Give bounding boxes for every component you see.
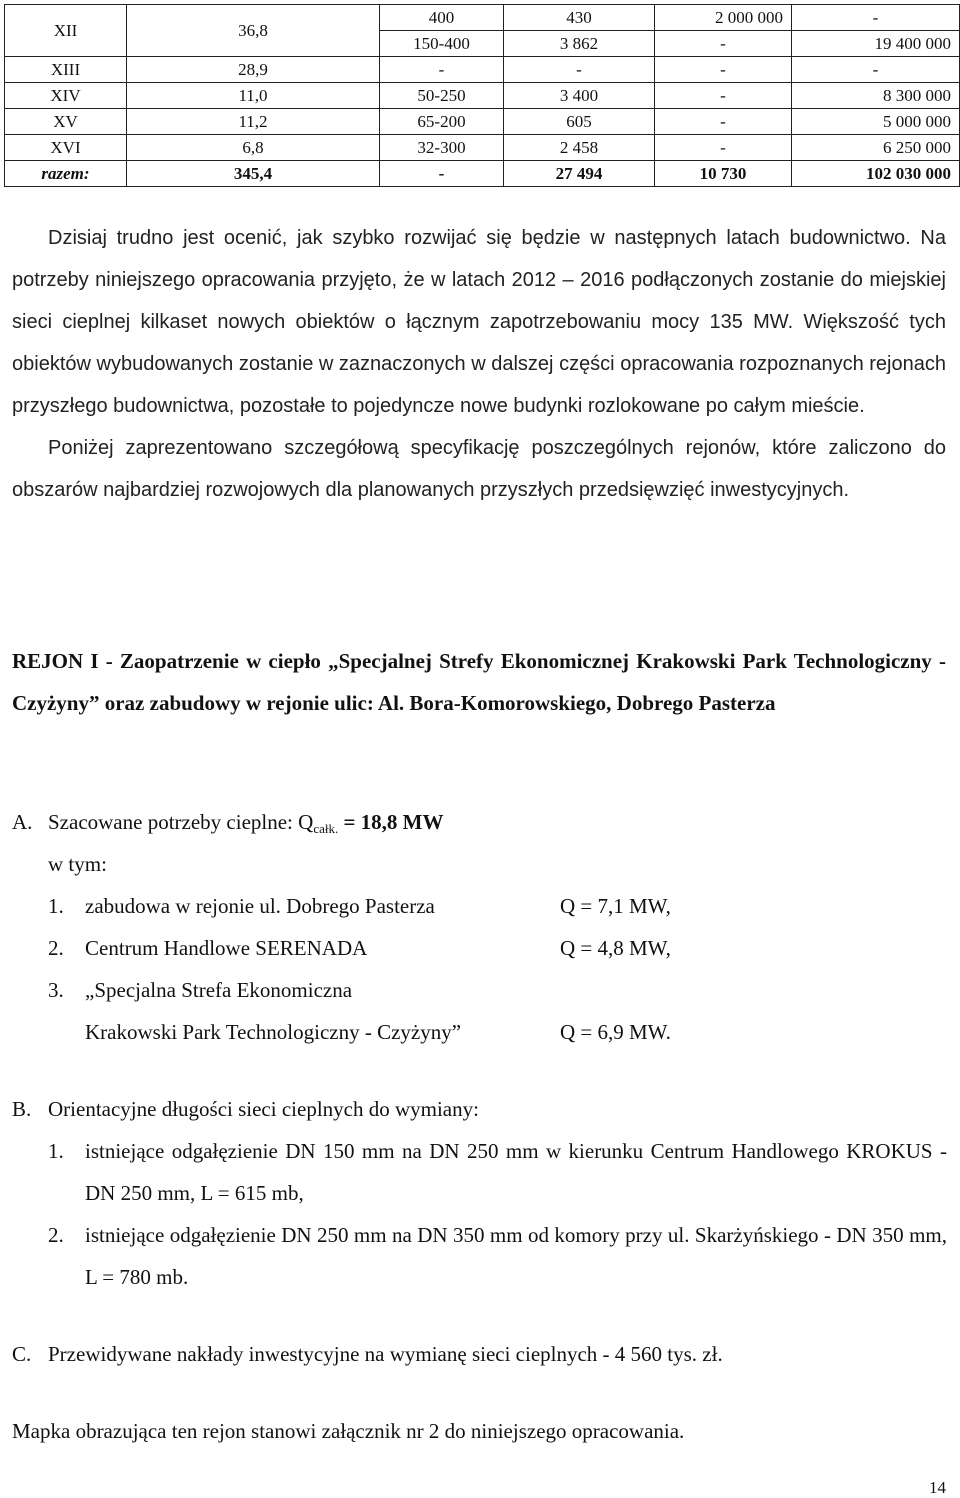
- table-cell: 6 250 000: [792, 135, 960, 161]
- table-cell: 3 862: [504, 31, 655, 57]
- table-cell: XVI: [5, 135, 127, 161]
- table-cell: 605: [504, 109, 655, 135]
- table-row: [5, 109, 960, 135]
- section-text: Przewidywane nakłady inwestycyjne na wymianę sieci cieplnych - 4 560 tys. zł.: [48, 1342, 723, 1366]
- item-value: Q = 6,9 MW.: [560, 1020, 671, 1044]
- footer-note: Mapka obrazująca ten rejon stanowi załącznik nr 2 do niniejszego opracowania.: [12, 1419, 685, 1443]
- table-cell: 2 458: [504, 135, 655, 161]
- heat-demand-label: [48, 809, 444, 842]
- table-cell: 400: [380, 5, 504, 31]
- data-table: [4, 4, 960, 187]
- table-cell: 11,0: [127, 83, 380, 109]
- table-cell: 27 494: [504, 161, 655, 187]
- table-cell: -: [655, 31, 792, 57]
- table-row: [5, 57, 960, 83]
- table-cell: -: [380, 161, 504, 187]
- section-letter: C.: [12, 1342, 32, 1366]
- heat-demand-value: = 18,8 MW: [338, 810, 444, 834]
- table-cell: 8 300 000: [792, 83, 960, 109]
- item-number: 1.: [48, 894, 64, 918]
- item-text: Centrum Handlowe SERENADA: [85, 936, 368, 960]
- table-cell: -: [792, 5, 960, 31]
- table-cell: 10 730: [655, 161, 792, 187]
- table-cell: XV: [5, 109, 127, 135]
- item-text: „Specjalna Strefa Ekonomiczna: [85, 978, 353, 1002]
- section-letter: B.: [12, 1097, 32, 1121]
- item-number: 3.: [48, 978, 64, 1002]
- table-cell: 28,9: [127, 57, 380, 83]
- table-cell: -: [504, 57, 655, 83]
- paragraph: Dzisiaj trudno jest ocenić, jak szybko rozwijać się będzie w następnych latach budownictwo. Na potrzeby niniejszego opracowania przyjęto, że w latach 2012 – 2016 podłączonych zostanie do miejskiej sieci cieplnej kilkaset nowych obiektów o łącznym zapotrzebowaniu mocy 135 MW. Większość tych obiektów wybudowanych zostanie w zaznaczonych w dalszej części opracowania rozpoznanych rejonach przyszłego budownictwa, pozostałe to pojedyncze nowe budynki rozlokowane po całym mieście.: [12, 227, 946, 417]
- item-value: Q = 4,8 MW,: [560, 936, 671, 960]
- table-cell: 11,2: [127, 109, 380, 135]
- table-cell: 6,8: [127, 135, 380, 161]
- table-cell: XIII: [5, 57, 127, 83]
- table-cell: -: [655, 57, 792, 83]
- table-cell: 150-400: [380, 31, 504, 57]
- table-row: [5, 135, 960, 161]
- table-cell: 430: [504, 5, 655, 31]
- heat-demand-text: Szacowane potrzeby cieplne: Q: [48, 810, 314, 834]
- table-row: [5, 5, 960, 31]
- item-number: 2.: [48, 1223, 64, 1247]
- item-number: 1.: [48, 1139, 64, 1163]
- table-cell: razem:: [5, 161, 127, 187]
- table-cell: 19 400 000: [792, 31, 960, 57]
- table-cell: 3 400: [504, 83, 655, 109]
- item-text: istniejące odgałęzienie DN 250 mm na DN 350 mm od komory przy ul. Skarżyńskiego - DN 350 mm, L = 780 mb.: [85, 1223, 947, 1289]
- table-cell: XII: [5, 5, 127, 57]
- item-text: istniejące odgałęzienie DN 150 mm na DN 250 mm w kierunku Centrum Handlowego KROKUS - DN 250 mm, L = 615 mb,: [85, 1139, 947, 1205]
- table-cell: -: [655, 83, 792, 109]
- table-total-row: [5, 161, 960, 187]
- heat-demand-subscript: całk.: [313, 821, 339, 836]
- table-cell: -: [380, 57, 504, 83]
- paragraph: Poniżej zaprezentowano szczegółową specyfikację poszczególnych rejonów, które zaliczono do obszarów najbardziej rozwojowych dla planowanych przyszłych przedsięwzięć inwestycyjnych.: [12, 437, 946, 501]
- item-text: Krakowski Park Technologiczny - Czyżyny”: [85, 1020, 462, 1044]
- wtym-text: w tym:: [48, 852, 107, 876]
- region-heading: REJON I - Zaopatrzenie w ciepło „Specjalnej Strefy Ekonomicznej Krakowski Park Technologiczny - Czyżyny” oraz zabudowy w rejonie ulic: Al. Bora-Komorowskiego, Dobrego Pasterza: [12, 649, 946, 715]
- table-cell: 345,4: [127, 161, 380, 187]
- table-cell: -: [792, 57, 960, 83]
- table-cell: 50-250: [380, 83, 504, 109]
- table-cell: 32-300: [380, 135, 504, 161]
- table-cell: -: [655, 109, 792, 135]
- table-row: [5, 83, 960, 109]
- item-text: zabudowa w rejonie ul. Dobrego Pasterza: [85, 894, 435, 918]
- table-cell: 102 030 000: [792, 161, 960, 187]
- intro-text: [12, 217, 946, 511]
- table-cell: 65-200: [380, 109, 504, 135]
- section-letter: A.: [12, 810, 33, 834]
- table-cell: -: [655, 135, 792, 161]
- table-cell: 36,8: [127, 5, 380, 57]
- table-cell: 2 000 000: [655, 5, 792, 31]
- table-cell: 5 000 000: [792, 109, 960, 135]
- table-cell: XIV: [5, 83, 127, 109]
- page-number: 14: [929, 1478, 946, 1497]
- item-number: 2.: [48, 936, 64, 960]
- section-title: Orientacyjne długości sieci cieplnych do wymiany:: [48, 1097, 479, 1121]
- item-value: Q = 7,1 MW,: [560, 894, 671, 918]
